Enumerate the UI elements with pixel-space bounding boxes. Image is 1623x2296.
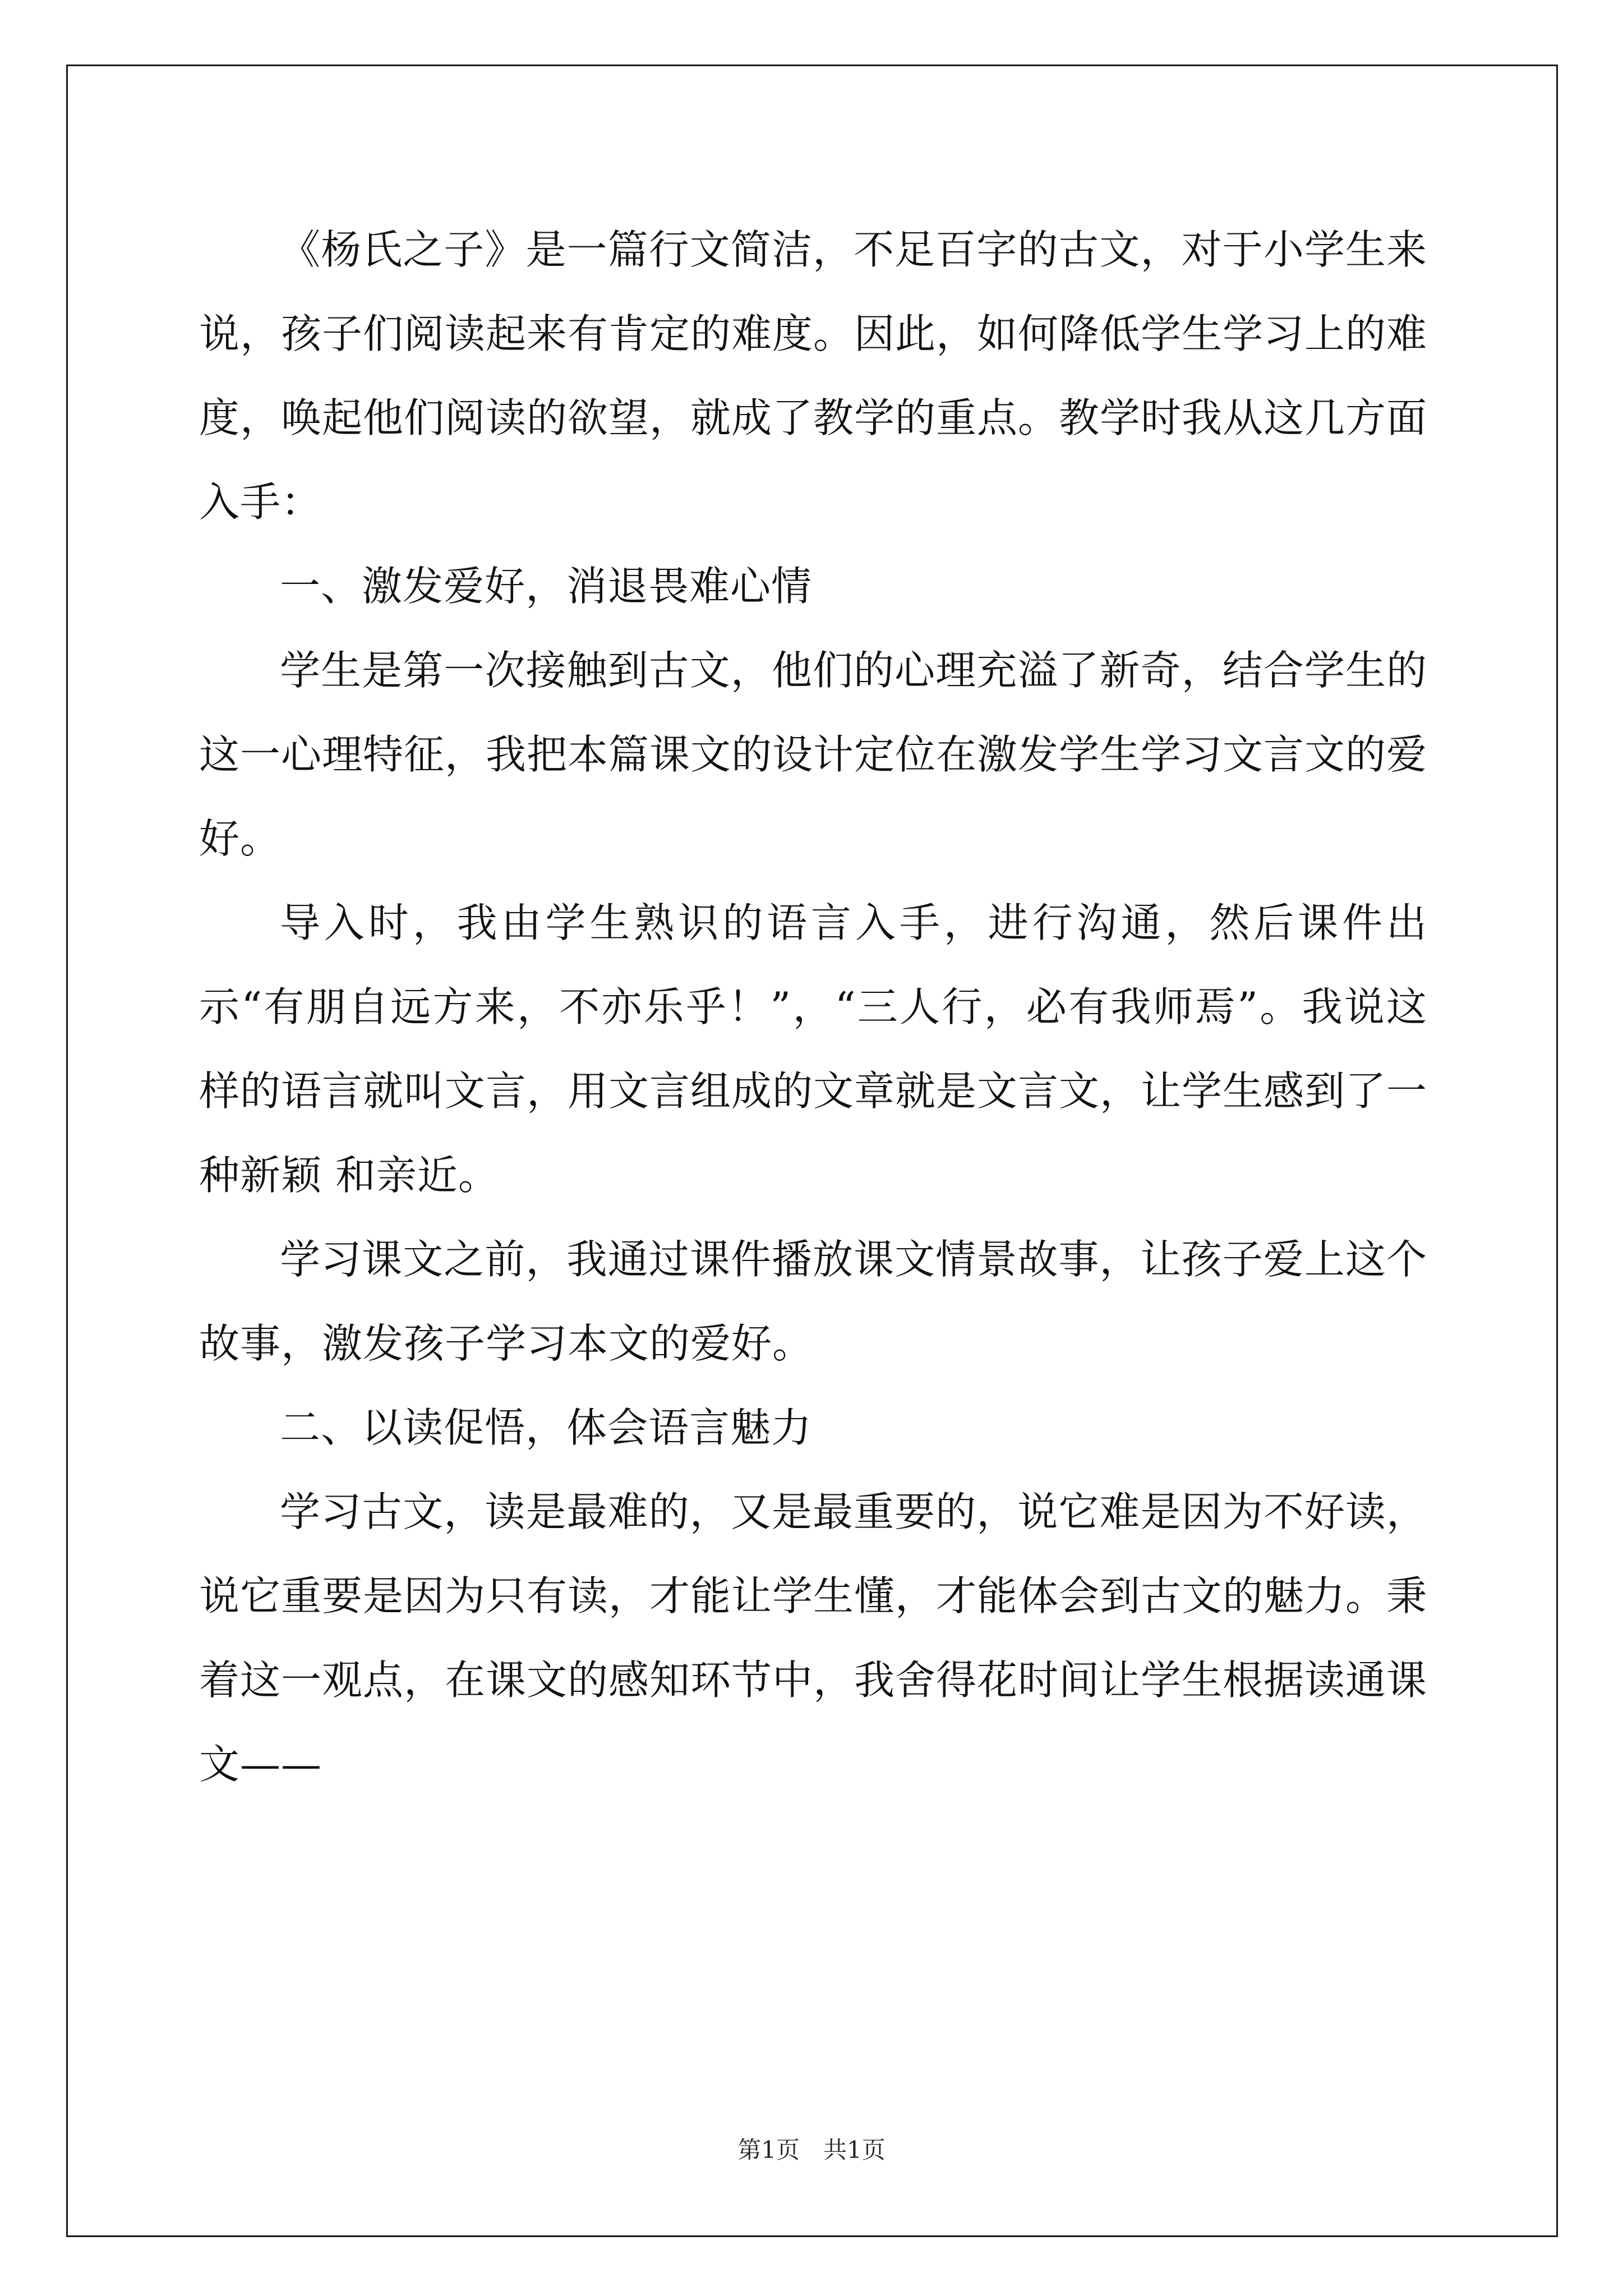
paragraph-section-one-c: 学习课文之前，我通过课件播放课文情景故事，让孩子爱上这个故事，激发孩子学习本文的爱好。: [199, 1236, 1427, 1367]
paragraph-section-one-b: 导入时，我由学生熟识的语言入手，进行沟通，然后课件出示“有朋自远方来，不亦乐乎！”，“三人行，必有我师焉”。我说这样的语言就叫文言，用文言组成的文章就是文言文，让学生感到了一种新颖 和亲近。: [199, 899, 1428, 1199]
page-number-footer: 第1页 共1页: [737, 2136, 886, 2164]
paragraph-intro: 《杨氏之子》是一篇行文简洁，不足百字的古文，对于小学生来说，孩子们阅读起来有肯定的难度。因此，如何降低学生学习上的难度，唤起他们阅读的欲望，就成了教学的重点。教学时我从这几方面入手：: [199, 226, 1428, 526]
document-body: [199, 208, 1427, 1806]
paragraph-section-two-a: 学习古文，读是最难的，又是最重要的，说它难是因为不好读，说它重要是因为只有读，才能让学生懂，才能体会到古文的魅力。秉着这一观点，在课文的感知环节中，我舍得花时间让学生根据读通课文——: [199, 1488, 1428, 1788]
heading-section-one: 一、激发爱好，消退畏难心情: [280, 563, 813, 610]
paragraph-section-one-a: 学生是第一次接触到古文，他们的心理充溢了新奇，结合学生的这一心理特征，我把本篇课文的设计定位在激发学生学习文言文的爱好。: [199, 647, 1428, 862]
heading-section-two: 二、以读促悟，体会语言魅力: [280, 1404, 813, 1451]
